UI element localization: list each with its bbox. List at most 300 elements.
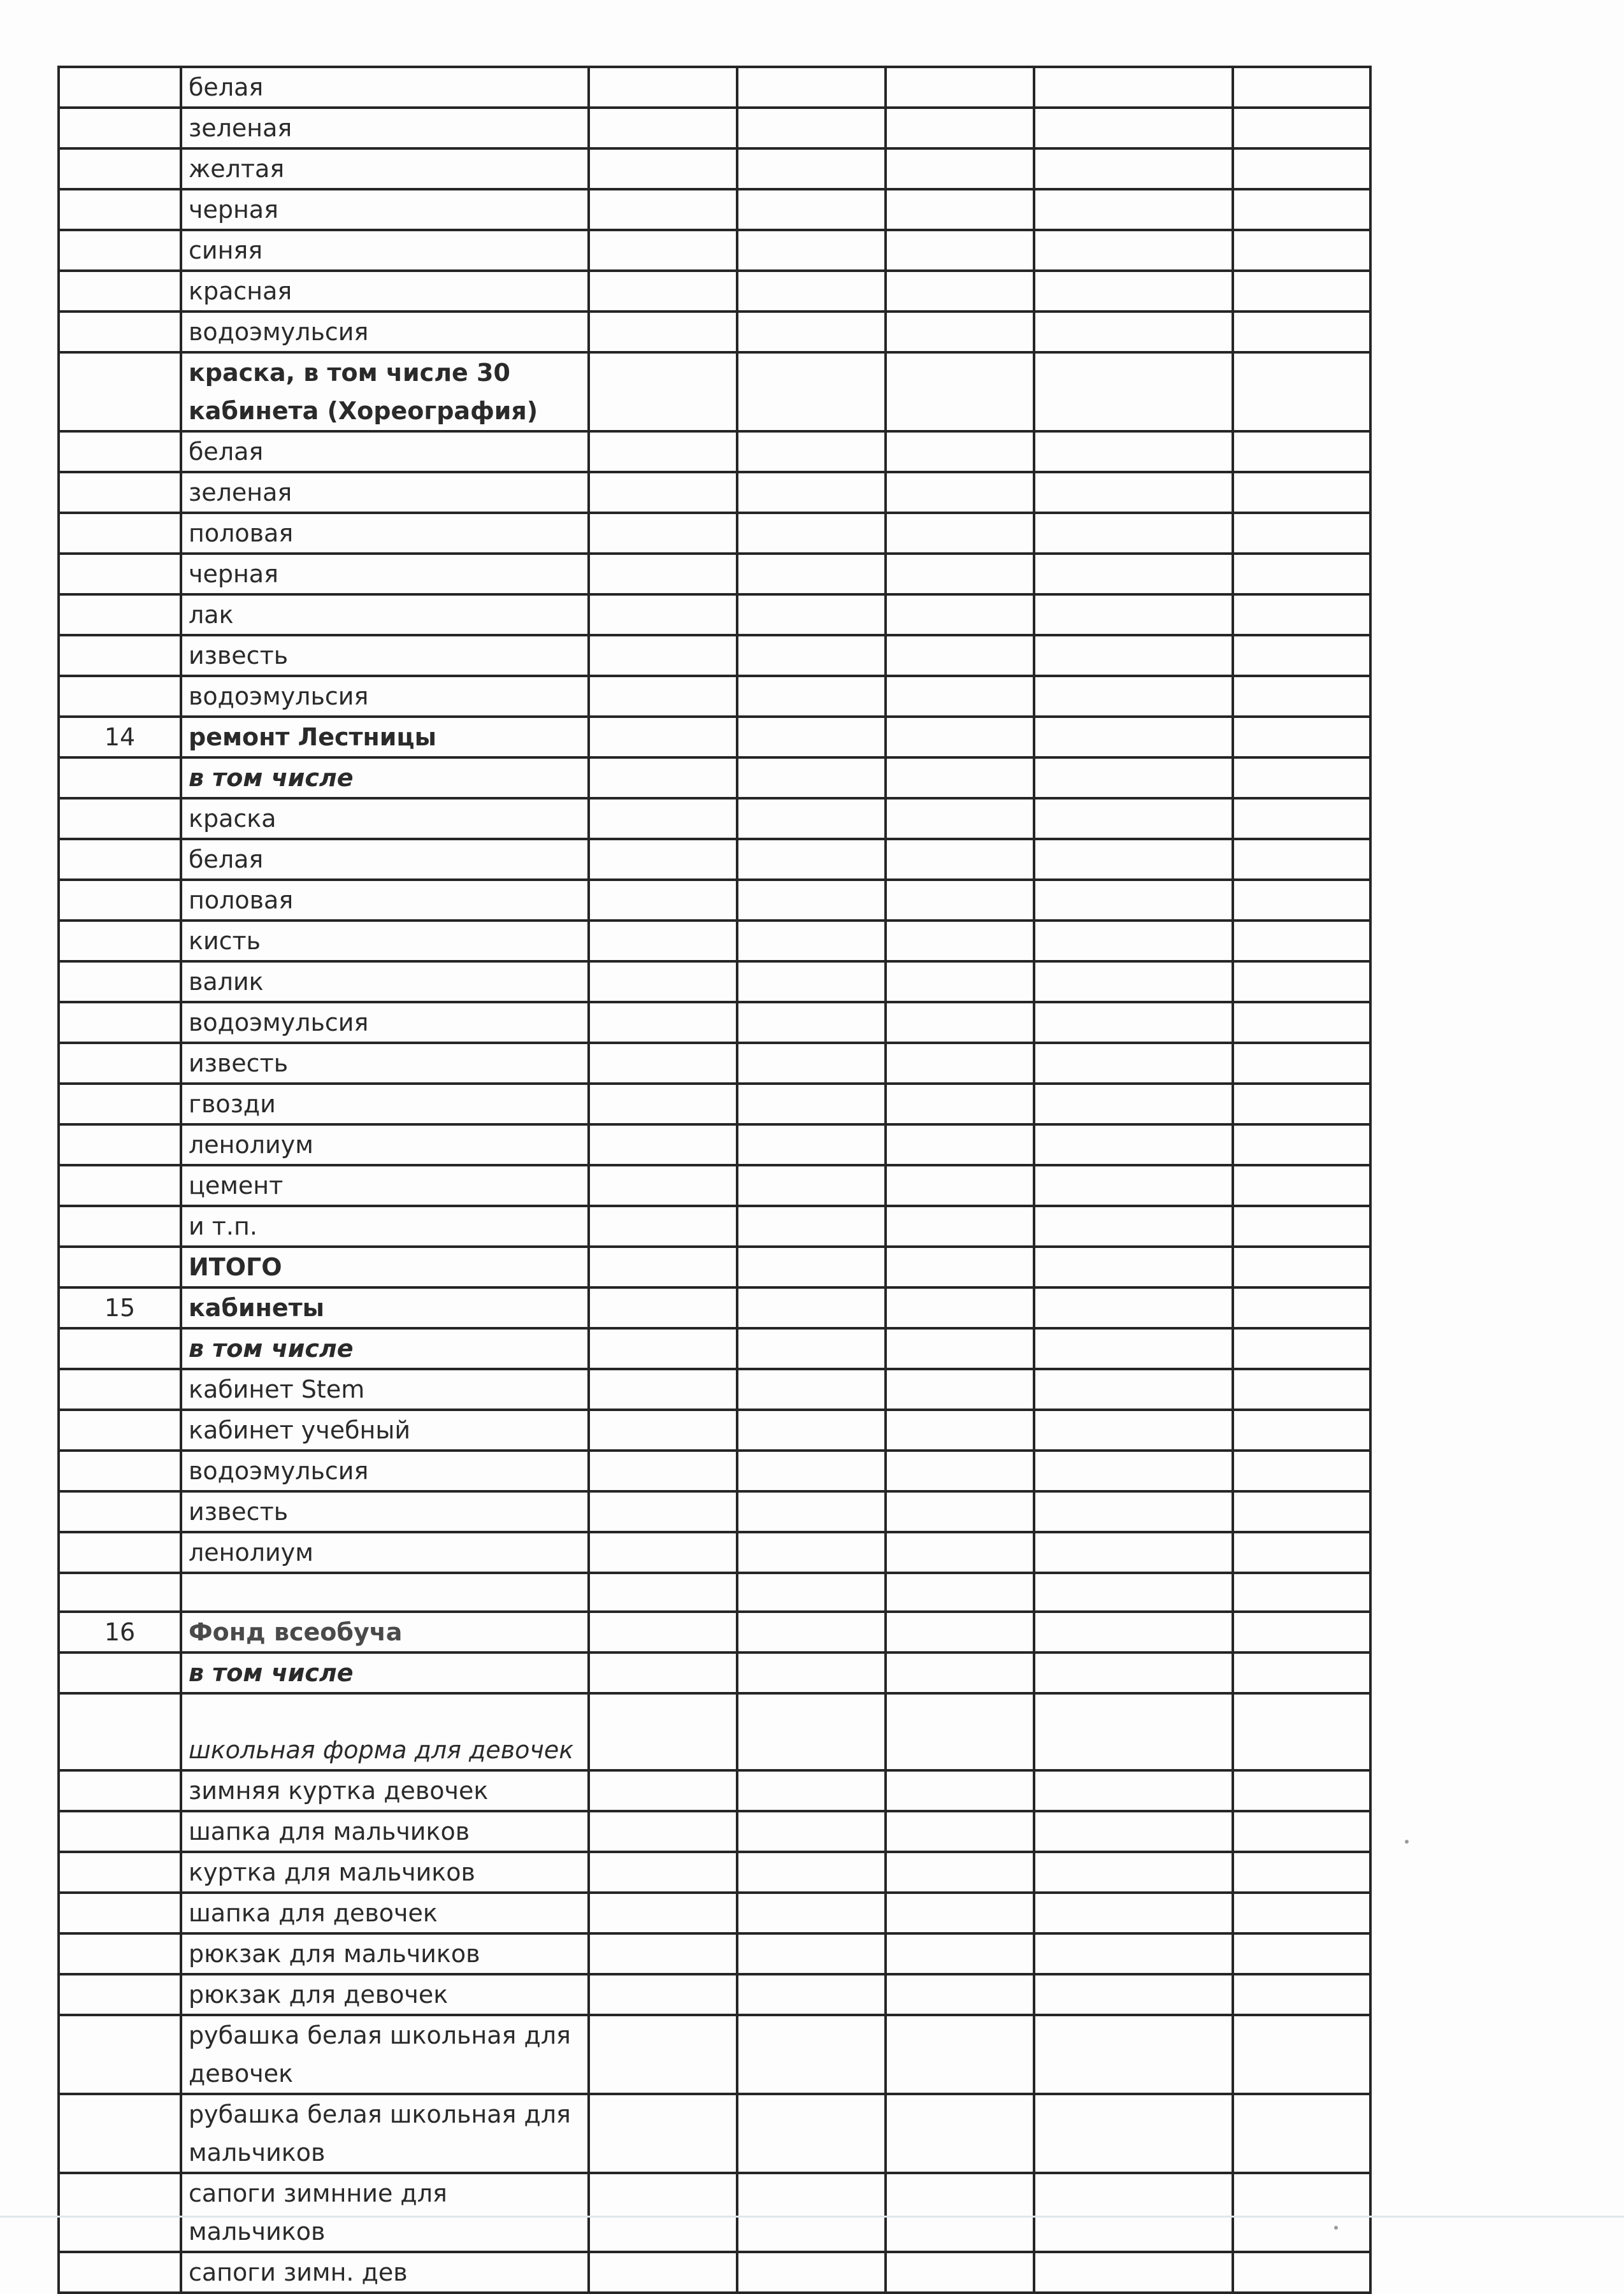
empty-value-cell bbox=[589, 1612, 737, 1652]
item-name-cell: цемент bbox=[181, 1165, 589, 1206]
empty-value-cell bbox=[1034, 1974, 1233, 2015]
item-name-cell: шапка для девочек bbox=[181, 1893, 589, 1933]
empty-value-cell bbox=[589, 1573, 737, 1612]
table-row bbox=[59, 757, 1370, 798]
row-number-cell bbox=[59, 1974, 181, 2015]
item-name-cell: зеленая bbox=[181, 472, 589, 513]
empty-value-cell bbox=[737, 1165, 886, 1206]
row-number-cell bbox=[59, 1491, 181, 1532]
item-name-cell: краска bbox=[181, 798, 589, 839]
row-number-cell bbox=[59, 1247, 181, 1287]
empty-value-cell bbox=[886, 839, 1034, 880]
empty-value-cell bbox=[589, 1206, 737, 1247]
empty-value-cell bbox=[1233, 1491, 1370, 1532]
empty-value-cell bbox=[886, 1369, 1034, 1410]
empty-value-cell bbox=[1233, 431, 1370, 472]
item-name-cell: школьная форма для девочек bbox=[181, 1693, 589, 1770]
item-name-cell: ленолиум bbox=[181, 1124, 589, 1165]
empty-value-cell bbox=[589, 1974, 737, 2015]
empty-value-cell bbox=[886, 431, 1034, 472]
empty-value-cell bbox=[1233, 1933, 1370, 1974]
empty-value-cell bbox=[737, 1247, 886, 1287]
row-number-cell bbox=[59, 757, 181, 798]
table-row bbox=[59, 839, 1370, 880]
empty-value-cell bbox=[1233, 1811, 1370, 1852]
empty-value-cell bbox=[737, 1206, 886, 1247]
empty-value-cell bbox=[1034, 961, 1233, 1002]
empty-value-cell bbox=[1233, 2094, 1370, 2173]
row-number-cell bbox=[59, 1206, 181, 1247]
empty-value-cell bbox=[737, 839, 886, 880]
empty-value-cell bbox=[1233, 1287, 1370, 1328]
empty-value-cell bbox=[589, 1852, 737, 1893]
empty-value-cell bbox=[589, 1247, 737, 1287]
empty-value-cell bbox=[589, 1165, 737, 1206]
empty-value-cell bbox=[886, 1410, 1034, 1451]
empty-value-cell bbox=[886, 108, 1034, 148]
table-row bbox=[59, 1532, 1370, 1573]
table-row bbox=[59, 431, 1370, 472]
item-name-cell: лак bbox=[181, 594, 589, 635]
empty-value-cell bbox=[589, 1770, 737, 1811]
empty-value-cell bbox=[1233, 1451, 1370, 1491]
table-row bbox=[59, 189, 1370, 230]
empty-value-cell bbox=[1034, 635, 1233, 676]
table-row bbox=[59, 271, 1370, 312]
empty-value-cell bbox=[886, 594, 1034, 635]
empty-value-cell bbox=[886, 1974, 1034, 2015]
empty-value-cell bbox=[589, 2094, 737, 2173]
empty-value-cell bbox=[1233, 271, 1370, 312]
row-number-cell bbox=[59, 880, 181, 921]
table-row bbox=[59, 230, 1370, 271]
empty-value-cell bbox=[737, 1532, 886, 1573]
table-row bbox=[59, 1933, 1370, 1974]
empty-value-cell bbox=[1233, 1893, 1370, 1933]
empty-value-cell bbox=[1034, 513, 1233, 554]
empty-value-cell bbox=[886, 271, 1034, 312]
table-row bbox=[59, 2252, 1370, 2293]
empty-value-cell bbox=[1034, 1247, 1233, 1287]
table-row bbox=[59, 717, 1370, 757]
empty-value-cell bbox=[1233, 67, 1370, 108]
table-row bbox=[59, 798, 1370, 839]
table-row bbox=[59, 921, 1370, 961]
empty-value-cell bbox=[886, 2094, 1034, 2173]
empty-value-cell bbox=[1034, 108, 1233, 148]
empty-value-cell bbox=[1034, 230, 1233, 271]
empty-value-cell bbox=[1034, 1124, 1233, 1165]
empty-value-cell bbox=[886, 312, 1034, 352]
empty-value-cell bbox=[886, 961, 1034, 1002]
empty-value-cell bbox=[1034, 1002, 1233, 1043]
empty-value-cell bbox=[589, 1893, 737, 1933]
empty-value-cell bbox=[1034, 921, 1233, 961]
empty-value-cell bbox=[737, 717, 886, 757]
item-name-cell: в том числе bbox=[181, 757, 589, 798]
item-name-cell bbox=[181, 1573, 589, 1612]
empty-value-cell bbox=[1233, 676, 1370, 717]
row-number-cell bbox=[59, 1852, 181, 1893]
empty-value-cell bbox=[886, 513, 1034, 554]
item-name-cell: краска, в том числе 30 кабинета (Хореография) bbox=[181, 352, 589, 431]
empty-value-cell bbox=[1233, 594, 1370, 635]
empty-value-cell bbox=[1034, 676, 1233, 717]
empty-value-cell bbox=[1034, 1693, 1233, 1770]
item-name-cell: гвозди bbox=[181, 1084, 589, 1124]
item-name-cell: черная bbox=[181, 189, 589, 230]
empty-value-cell bbox=[737, 1287, 886, 1328]
empty-value-cell bbox=[589, 189, 737, 230]
empty-value-cell bbox=[737, 1573, 886, 1612]
row-number-cell bbox=[59, 1165, 181, 1206]
empty-value-cell bbox=[589, 352, 737, 431]
item-name-cell: красная bbox=[181, 271, 589, 312]
empty-value-cell bbox=[886, 1491, 1034, 1532]
row-number-cell bbox=[59, 554, 181, 594]
item-name-cell: кисть bbox=[181, 921, 589, 961]
row-number-cell bbox=[59, 961, 181, 1002]
empty-value-cell bbox=[1233, 1652, 1370, 1693]
empty-value-cell bbox=[1034, 1652, 1233, 1693]
empty-value-cell bbox=[1233, 352, 1370, 431]
scan-edge-line bbox=[0, 2216, 1624, 2218]
empty-value-cell bbox=[737, 1410, 886, 1451]
item-name-cell: водоэмульсия bbox=[181, 1451, 589, 1491]
empty-value-cell bbox=[589, 1084, 737, 1124]
empty-value-cell bbox=[737, 2173, 886, 2252]
table-row bbox=[59, 1410, 1370, 1451]
table-row bbox=[59, 961, 1370, 1002]
empty-value-cell bbox=[1034, 2173, 1233, 2252]
item-name-cell: сапоги зимнние для мальчиков bbox=[181, 2173, 589, 2252]
empty-value-cell bbox=[737, 1084, 886, 1124]
empty-value-cell bbox=[1034, 757, 1233, 798]
empty-value-cell bbox=[1233, 1165, 1370, 1206]
row-number-cell bbox=[59, 1933, 181, 1974]
empty-value-cell bbox=[589, 1451, 737, 1491]
empty-value-cell bbox=[886, 921, 1034, 961]
empty-value-cell bbox=[886, 1247, 1034, 1287]
empty-value-cell bbox=[1233, 312, 1370, 352]
table-row bbox=[59, 554, 1370, 594]
empty-value-cell bbox=[886, 2173, 1034, 2252]
table-row bbox=[59, 108, 1370, 148]
empty-value-cell bbox=[1233, 1206, 1370, 1247]
empty-value-cell bbox=[886, 67, 1034, 108]
row-number-cell bbox=[59, 1770, 181, 1811]
item-name-cell: половая bbox=[181, 880, 589, 921]
row-number-cell bbox=[59, 1124, 181, 1165]
empty-value-cell bbox=[1233, 1410, 1370, 1451]
empty-value-cell bbox=[589, 554, 737, 594]
item-name-cell: куртка для мальчиков bbox=[181, 1852, 589, 1893]
empty-value-cell bbox=[1034, 271, 1233, 312]
item-name-cell: синяя bbox=[181, 230, 589, 271]
item-name-cell: в том числе bbox=[181, 1652, 589, 1693]
empty-value-cell bbox=[737, 431, 886, 472]
table-row bbox=[59, 2015, 1370, 2094]
empty-value-cell bbox=[1034, 1612, 1233, 1652]
empty-value-cell bbox=[589, 1369, 737, 1410]
empty-value-cell bbox=[737, 2094, 886, 2173]
empty-value-cell bbox=[886, 1893, 1034, 1933]
empty-value-cell bbox=[1233, 513, 1370, 554]
empty-value-cell bbox=[1233, 230, 1370, 271]
empty-value-cell bbox=[886, 1811, 1034, 1852]
empty-value-cell bbox=[1034, 1084, 1233, 1124]
empty-value-cell bbox=[1233, 148, 1370, 189]
item-name-cell: кабинет учебный bbox=[181, 1410, 589, 1451]
empty-value-cell bbox=[737, 312, 886, 352]
empty-value-cell bbox=[737, 472, 886, 513]
row-number-cell bbox=[59, 594, 181, 635]
empty-value-cell bbox=[886, 148, 1034, 189]
empty-value-cell bbox=[1233, 798, 1370, 839]
empty-value-cell bbox=[886, 1287, 1034, 1328]
item-name-cell: известь bbox=[181, 1491, 589, 1532]
table-row bbox=[59, 1852, 1370, 1893]
empty-value-cell bbox=[1034, 594, 1233, 635]
empty-value-cell bbox=[589, 635, 737, 676]
empty-value-cell bbox=[886, 1652, 1034, 1693]
empty-value-cell bbox=[1034, 1206, 1233, 1247]
empty-value-cell bbox=[737, 108, 886, 148]
empty-value-cell bbox=[886, 1612, 1034, 1652]
empty-value-cell bbox=[1233, 1328, 1370, 1369]
empty-value-cell bbox=[1034, 1770, 1233, 1811]
row-number-cell bbox=[59, 635, 181, 676]
empty-value-cell bbox=[1034, 431, 1233, 472]
item-name-cell: валик bbox=[181, 961, 589, 1002]
empty-value-cell bbox=[1034, 1532, 1233, 1573]
empty-value-cell bbox=[886, 2252, 1034, 2293]
table-row bbox=[59, 594, 1370, 635]
item-name-cell: водоэмульсия bbox=[181, 312, 589, 352]
empty-value-cell bbox=[737, 921, 886, 961]
empty-value-cell bbox=[737, 961, 886, 1002]
table-row bbox=[59, 2173, 1370, 2252]
empty-value-cell bbox=[589, 2252, 737, 2293]
empty-value-cell bbox=[1233, 1770, 1370, 1811]
empty-value-cell bbox=[1034, 2252, 1233, 2293]
table-row bbox=[59, 1247, 1370, 1287]
empty-value-cell bbox=[737, 230, 886, 271]
item-name-cell: белая bbox=[181, 431, 589, 472]
row-number-cell bbox=[59, 2173, 181, 2252]
empty-value-cell bbox=[1233, 1084, 1370, 1124]
empty-value-cell bbox=[1034, 312, 1233, 352]
empty-value-cell bbox=[589, 1811, 737, 1852]
row-number-cell bbox=[59, 1084, 181, 1124]
empty-value-cell bbox=[886, 1124, 1034, 1165]
item-name-cell: белая bbox=[181, 67, 589, 108]
empty-value-cell bbox=[1233, 1369, 1370, 1410]
empty-value-cell bbox=[737, 1369, 886, 1410]
empty-value-cell bbox=[1233, 921, 1370, 961]
empty-value-cell bbox=[737, 880, 886, 921]
row-number-cell bbox=[59, 1693, 181, 1770]
empty-value-cell bbox=[886, 1532, 1034, 1573]
empty-value-cell bbox=[589, 676, 737, 717]
row-number-cell bbox=[59, 472, 181, 513]
empty-value-cell bbox=[589, 798, 737, 839]
empty-value-cell bbox=[589, 1287, 737, 1328]
table-row bbox=[59, 1893, 1370, 1933]
empty-value-cell bbox=[886, 1852, 1034, 1893]
empty-value-cell bbox=[886, 1573, 1034, 1612]
empty-value-cell bbox=[1034, 1287, 1233, 1328]
empty-value-cell bbox=[886, 554, 1034, 594]
row-number-cell bbox=[59, 1043, 181, 1084]
empty-value-cell bbox=[737, 1852, 886, 1893]
table-row bbox=[59, 1612, 1370, 1652]
table-row bbox=[59, 1124, 1370, 1165]
empty-value-cell bbox=[1233, 717, 1370, 757]
empty-value-cell bbox=[1233, 839, 1370, 880]
empty-value-cell bbox=[1233, 880, 1370, 921]
table-row bbox=[59, 472, 1370, 513]
empty-value-cell bbox=[1233, 2015, 1370, 2094]
empty-value-cell bbox=[1034, 2015, 1233, 2094]
empty-value-cell bbox=[1233, 1043, 1370, 1084]
empty-value-cell bbox=[589, 108, 737, 148]
row-number-cell bbox=[59, 352, 181, 431]
empty-value-cell bbox=[886, 1693, 1034, 1770]
item-name-cell: ИТОГО bbox=[181, 1247, 589, 1287]
empty-value-cell bbox=[1233, 2252, 1370, 2293]
item-name-cell: известь bbox=[181, 635, 589, 676]
item-name-cell: желтая bbox=[181, 148, 589, 189]
empty-value-cell bbox=[737, 352, 886, 431]
table-row bbox=[59, 352, 1370, 431]
empty-value-cell bbox=[589, 1410, 737, 1451]
empty-value-cell bbox=[589, 1491, 737, 1532]
empty-value-cell bbox=[589, 839, 737, 880]
table-row bbox=[59, 513, 1370, 554]
empty-value-cell bbox=[886, 1084, 1034, 1124]
row-number-cell bbox=[59, 839, 181, 880]
table-row bbox=[59, 148, 1370, 189]
materials-table bbox=[57, 66, 1372, 2294]
empty-value-cell bbox=[737, 513, 886, 554]
table-row bbox=[59, 1974, 1370, 2015]
empty-value-cell bbox=[1233, 2173, 1370, 2252]
item-name-cell: черная bbox=[181, 554, 589, 594]
row-number-cell bbox=[59, 148, 181, 189]
empty-value-cell bbox=[886, 798, 1034, 839]
item-name-cell: сапоги зимн. дев bbox=[181, 2252, 589, 2293]
empty-value-cell bbox=[1034, 67, 1233, 108]
row-number-cell bbox=[59, 2094, 181, 2173]
empty-value-cell bbox=[1233, 1002, 1370, 1043]
empty-value-cell bbox=[886, 1451, 1034, 1491]
item-name-cell: водоэмульсия bbox=[181, 676, 589, 717]
row-number-cell bbox=[59, 271, 181, 312]
empty-value-cell bbox=[737, 1043, 886, 1084]
empty-value-cell bbox=[589, 594, 737, 635]
item-name-cell: кабинет Stem bbox=[181, 1369, 589, 1410]
empty-value-cell bbox=[737, 676, 886, 717]
empty-value-cell bbox=[1233, 1573, 1370, 1612]
empty-value-cell bbox=[886, 1165, 1034, 1206]
empty-value-cell bbox=[589, 921, 737, 961]
empty-value-cell bbox=[737, 1491, 886, 1532]
table-row bbox=[59, 1002, 1370, 1043]
empty-value-cell bbox=[1034, 1811, 1233, 1852]
row-number-cell bbox=[59, 431, 181, 472]
empty-value-cell bbox=[589, 148, 737, 189]
empty-value-cell bbox=[589, 757, 737, 798]
empty-value-cell bbox=[1233, 1974, 1370, 2015]
table-row bbox=[59, 1328, 1370, 1369]
empty-value-cell bbox=[1233, 757, 1370, 798]
empty-value-cell bbox=[886, 1328, 1034, 1369]
empty-value-cell bbox=[737, 1612, 886, 1652]
item-name-cell: рубашка белая школьная для мальчиков bbox=[181, 2094, 589, 2173]
table-row bbox=[59, 1084, 1370, 1124]
empty-value-cell bbox=[737, 1328, 886, 1369]
empty-value-cell bbox=[886, 230, 1034, 271]
table-row bbox=[59, 312, 1370, 352]
empty-value-cell bbox=[1233, 1852, 1370, 1893]
table-row bbox=[59, 676, 1370, 717]
empty-value-cell bbox=[589, 230, 737, 271]
row-number-cell bbox=[59, 513, 181, 554]
empty-value-cell bbox=[1034, 1165, 1233, 1206]
empty-value-cell bbox=[589, 1652, 737, 1693]
empty-value-cell bbox=[589, 271, 737, 312]
table-row bbox=[59, 1652, 1370, 1693]
empty-value-cell bbox=[886, 676, 1034, 717]
table-row bbox=[59, 1165, 1370, 1206]
row-number-cell bbox=[59, 108, 181, 148]
row-number-cell bbox=[59, 1893, 181, 1933]
empty-value-cell bbox=[737, 757, 886, 798]
table-row bbox=[59, 1451, 1370, 1491]
empty-value-cell bbox=[589, 1043, 737, 1084]
empty-value-cell bbox=[886, 635, 1034, 676]
item-name-cell: шапка для мальчиков bbox=[181, 1811, 589, 1852]
item-name-cell: и т.п. bbox=[181, 1206, 589, 1247]
empty-value-cell bbox=[886, 1933, 1034, 1974]
empty-value-cell bbox=[1034, 352, 1233, 431]
empty-value-cell bbox=[737, 635, 886, 676]
item-name-cell: водоэмульсия bbox=[181, 1002, 589, 1043]
empty-value-cell bbox=[589, 1693, 737, 1770]
row-number-cell bbox=[59, 230, 181, 271]
row-number-cell bbox=[59, 1532, 181, 1573]
empty-value-cell bbox=[886, 1770, 1034, 1811]
empty-value-cell bbox=[737, 148, 886, 189]
table-row bbox=[59, 1491, 1370, 1532]
empty-value-cell bbox=[1034, 1491, 1233, 1532]
empty-value-cell bbox=[886, 880, 1034, 921]
row-number-cell bbox=[59, 1369, 181, 1410]
empty-value-cell bbox=[589, 1933, 737, 1974]
empty-value-cell bbox=[589, 1002, 737, 1043]
table-row bbox=[59, 67, 1370, 108]
empty-value-cell bbox=[737, 189, 886, 230]
empty-value-cell bbox=[1233, 635, 1370, 676]
empty-value-cell bbox=[1034, 1573, 1233, 1612]
empty-value-cell bbox=[737, 594, 886, 635]
row-number-cell bbox=[59, 1811, 181, 1852]
row-number-cell bbox=[59, 1328, 181, 1369]
item-name-cell: Фонд всеобуча bbox=[181, 1612, 589, 1652]
row-number-cell bbox=[59, 1652, 181, 1693]
empty-value-cell bbox=[1034, 1893, 1233, 1933]
